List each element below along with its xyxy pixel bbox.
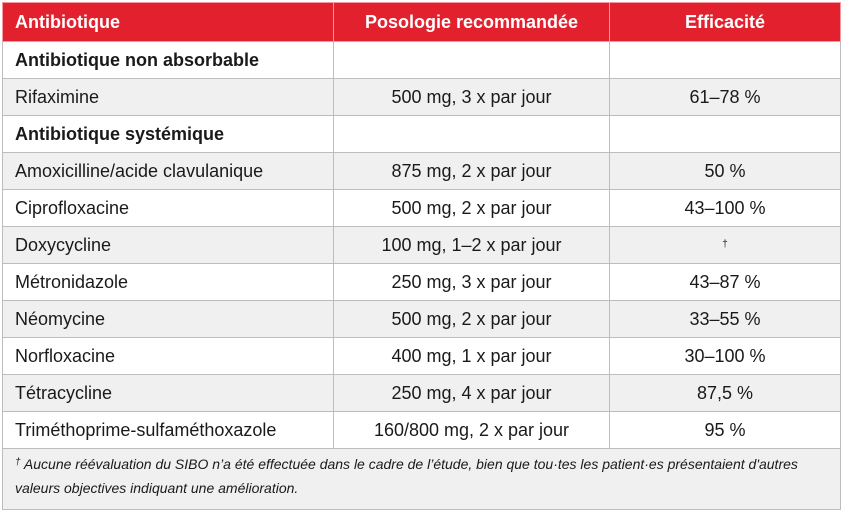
- efficacy-cell: 43–87 %: [610, 264, 841, 301]
- efficacy-cell: 95 %: [610, 412, 841, 449]
- dose-cell: 500 mg, 2 x par jour: [334, 301, 610, 338]
- table-row: [3, 153, 841, 190]
- efficacy-cell: [610, 116, 841, 153]
- efficacy-cell: 33–55 %: [610, 301, 841, 338]
- header-efficacite: Efficacité: [610, 3, 841, 42]
- table-header-row: [3, 3, 841, 42]
- efficacy-cell: 30–100 %: [610, 338, 841, 375]
- table-row: [3, 375, 841, 412]
- antibiotic-table: [2, 2, 841, 510]
- table-row: [3, 79, 841, 116]
- table-row: [3, 412, 841, 449]
- dose-cell: [334, 116, 610, 153]
- efficacy-cell: 61–78 %: [610, 79, 841, 116]
- header-posologie: Posologie recommandée: [334, 3, 610, 42]
- header-antibiotique: Antibiotique: [3, 3, 334, 42]
- dose-cell: 100 mg, 1–2 x par jour: [334, 227, 610, 264]
- dose-cell: 250 mg, 4 x par jour: [334, 375, 610, 412]
- dose-cell: 250 mg, 3 x par jour: [334, 264, 610, 301]
- dagger-footnote-mark: †: [722, 238, 728, 250]
- table-row: [3, 301, 841, 338]
- footnote-cell: [3, 449, 841, 510]
- antibiotic-name-cell: Triméthoprime-sulfaméthoxazole: [3, 412, 334, 449]
- antibiotic-name-cell: Amoxicilline/acide clavulanique: [3, 153, 334, 190]
- antibiotic-name-cell: Ciprofloxacine: [3, 190, 334, 227]
- section-label: Antibiotique non absorbable: [3, 42, 334, 79]
- section-label: Antibiotique systémique: [3, 116, 334, 153]
- antibiotic-name-cell: Néomycine: [3, 301, 334, 338]
- table-body: [3, 42, 841, 510]
- dose-cell: 500 mg, 3 x par jour: [334, 79, 610, 116]
- dose-cell: 500 mg, 2 x par jour: [334, 190, 610, 227]
- section-row: [3, 42, 841, 79]
- antibiotic-name-cell: Norfloxacine: [3, 338, 334, 375]
- dose-cell: [334, 42, 610, 79]
- footnote-dagger: †: [15, 457, 21, 468]
- antibiotic-name-cell: Tétracycline: [3, 375, 334, 412]
- footnote-row: [3, 449, 841, 510]
- antibiotic-name-cell: Rifaximine: [3, 79, 334, 116]
- efficacy-cell: 87,5 %: [610, 375, 841, 412]
- footnote-text: Aucune réévaluation du SIBO n’a été effectuée dans le cadre de l’étude, bien que tou·tes les patient·es présentaient d'autres valeurs objectives indiquant une amélioration.: [15, 456, 798, 496]
- table-row: [3, 264, 841, 301]
- table-row: [3, 190, 841, 227]
- table-row: [3, 227, 841, 264]
- antibiotic-name-cell: Doxycycline: [3, 227, 334, 264]
- antibiotic-table-container: [2, 2, 840, 510]
- table-row: [3, 338, 841, 375]
- antibiotic-name-cell: Métronidazole: [3, 264, 334, 301]
- dose-cell: 875 mg, 2 x par jour: [334, 153, 610, 190]
- efficacy-cell: [610, 42, 841, 79]
- dose-cell: 400 mg, 1 x par jour: [334, 338, 610, 375]
- efficacy-cell: 50 %: [610, 153, 841, 190]
- section-row: [3, 116, 841, 153]
- efficacy-cell: [610, 227, 841, 264]
- dose-cell: 160/800 mg, 2 x par jour: [334, 412, 610, 449]
- efficacy-cell: 43–100 %: [610, 190, 841, 227]
